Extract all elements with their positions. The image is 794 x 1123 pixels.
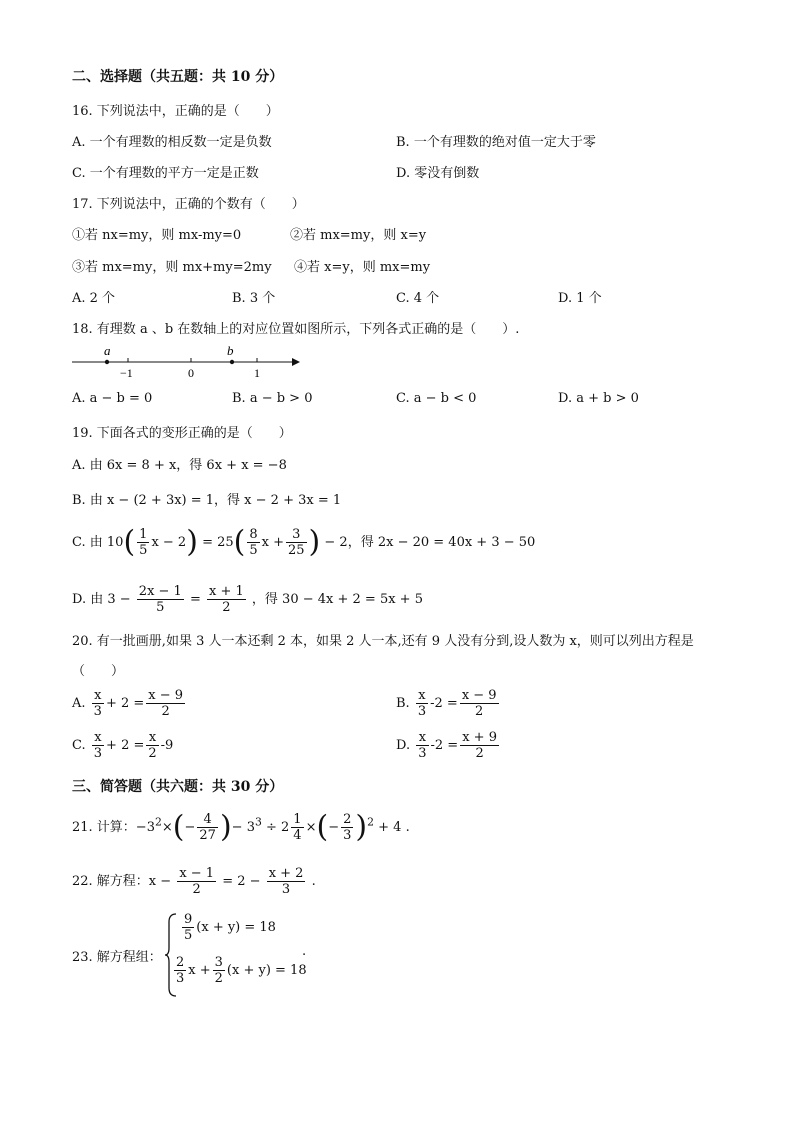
point-b: [230, 360, 234, 364]
statement-2: ②若 mx=my，则 x=y: [290, 228, 427, 243]
section-heading: 三、简答题（共六题：共 30 分）: [72, 779, 284, 795]
question-stem: 18. 有理数 a 、b 在数轴上的对应位置如图所示，下列各式正确的是（ ）.: [72, 322, 520, 337]
option-d: D. a + b > 0: [558, 391, 639, 406]
option-c: C. a − b < 0: [396, 391, 477, 406]
option-d: D. 零没有倒数: [396, 166, 480, 181]
system-equation-2: $\frac{2}{3}$ x + $\frac{3}{2}$ (x + y) = 18: [176, 955, 307, 986]
question-stem: 19. 下面各式的变形正确的是（ ）: [72, 426, 292, 441]
system-equation-1: $\frac{9}{5}$ (x + y) = 18: [184, 912, 276, 943]
option-a: A. $\frac{x}{3}$ + 2 = $\frac{x - 9}{2}$: [72, 688, 184, 719]
label-b: b: [227, 343, 234, 358]
statement-4: ④若 x=y，则 mx=my: [294, 260, 431, 275]
option-c: C. 4 个: [396, 291, 440, 306]
point-a: [105, 360, 109, 364]
option-a: A. a − b = 0: [72, 391, 153, 406]
tick-label-0: 0: [188, 366, 194, 380]
option-b: B. 一个有理数的绝对值一定大于零: [396, 135, 596, 150]
question-22: 22. 解方程：x − $\frac{x - 1}{2}$ = 2 − $\frac{x + 2}{3}$ .: [72, 866, 316, 897]
label-a: a: [104, 343, 111, 358]
option-c: C. $\frac{x}{3}$ + 2 = $\frac{x}{2}$ -9: [72, 730, 174, 761]
option-b: B. a − b > 0: [232, 391, 313, 406]
question-stem: 20. 有一批画册,如果 3 人一本还剩 2 本，如果 2 人一本,还有 9 人没有分到,设人数为 x，则可以列出方程是: [72, 634, 694, 649]
statement-1: ①若 nx=my，则 mx-my=0: [72, 228, 242, 243]
option-d: D. 1 个: [558, 291, 602, 306]
option-b: B. $\frac{x}{3}$ -2 = $\frac{x - 9}{2}$: [396, 688, 497, 719]
option-a: A. 由 6x = 8 + x，得 6x + x = −8: [72, 458, 287, 473]
question-stem: 17. 下列说法中，正确的个数有（ ）: [72, 197, 305, 212]
section-heading: 二、选择题（共五题：共 10 分）: [72, 69, 284, 85]
option-b: B. 3 个: [232, 291, 276, 306]
statement-3: ③若 mx=my，则 mx+my=2my: [72, 260, 272, 275]
number-line: [70, 340, 300, 380]
option-d: D. 由 3 − $\frac{2x - 1}{5}$ = $\frac{x + 1}{2}$ ，得 30 − 4x + 2 = 5x + 5: [72, 584, 423, 615]
question-21: 21. 计算：$-3^2\times(-$ $\frac{4}{27}$ )− $3^3 \div 2$ $\frac{1}{4}$ ×(− $\frac{2}{3}$ )$^2$ + 4 .: [72, 809, 410, 845]
option-c: C. 一个有理数的平方一定是正数: [72, 166, 259, 181]
option-d: D. $\frac{x}{3}$ -2 = $\frac{x + 9}{2}$: [396, 730, 497, 761]
option-a: A. 2 个: [72, 291, 116, 306]
option-c: C. 由 10( $\frac{1}{5}$ x − 2) = 25( $\frac{8}{5}$ x + $\frac{3}{25}$ ) − 2，得 2x − 20 = 40x + 3 − 50: [72, 524, 536, 560]
question-stem: 16. 下列说法中，正确的是（ ）: [72, 104, 279, 119]
question-23-label: 23. 解方程组：: [72, 950, 162, 965]
tick-label-neg1: −1: [120, 366, 133, 380]
option-b: B. 由 x − (2 + 3x) = 1，得 x − 2 + 3x = 1: [72, 493, 342, 508]
tick-label-1: 1: [254, 366, 260, 380]
question-stem-cont: （ ）: [72, 664, 125, 679]
question-23-period: .: [302, 944, 307, 959]
option-a: A. 一个有理数的相反数一定是负数: [72, 135, 272, 150]
